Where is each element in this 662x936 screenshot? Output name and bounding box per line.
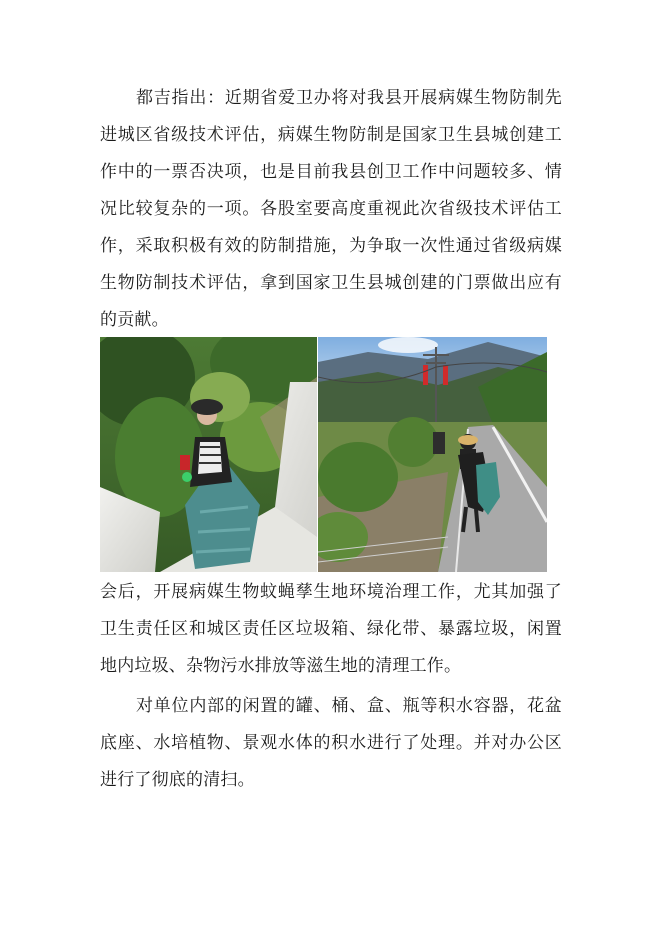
photo-worker-on-road-image: [318, 337, 547, 572]
paragraph-water-containers: 对单位内部的闲置的罐、桶、盒、瓶等积水容器，花盆底座、水培植物、景观水体的积水进行了处理。并对办公区进行了彻底的清扫。: [100, 696, 562, 790]
photo-row: [100, 337, 547, 572]
photo-cleanup-roadside-wall: [100, 337, 317, 572]
paragraph-cleanup-work: 会后，开展病媒生物蚊蝇孳生地环境治理工作，尤其加强了卫生责任区和城区责任区垃圾箱、绿化带、暴露垃圾，闲置地内垃圾、杂物污水排放等滋生地的清理工作。: [100, 582, 562, 676]
photo-cleanup-mountain-road: [318, 337, 547, 572]
photo-worker-with-bag-image: [100, 337, 317, 572]
paragraph-meeting-remarks: 都吉指出：近期省爱卫办将对我县开展病媒生物防制先进城区省级技术评估，病媒生物防制是国家卫生县城创建工作中的一票否决项，也是目前我县创卫工作中问题较多、情况比较复杂的一项。各股室要高度重视此次省级技术评估工作，采取积极有效的防制措施，为争取一次性通过省级病媒生物防制技术评估，拿到国家卫生县城创建的门票做出应有的贡献。: [100, 88, 562, 330]
